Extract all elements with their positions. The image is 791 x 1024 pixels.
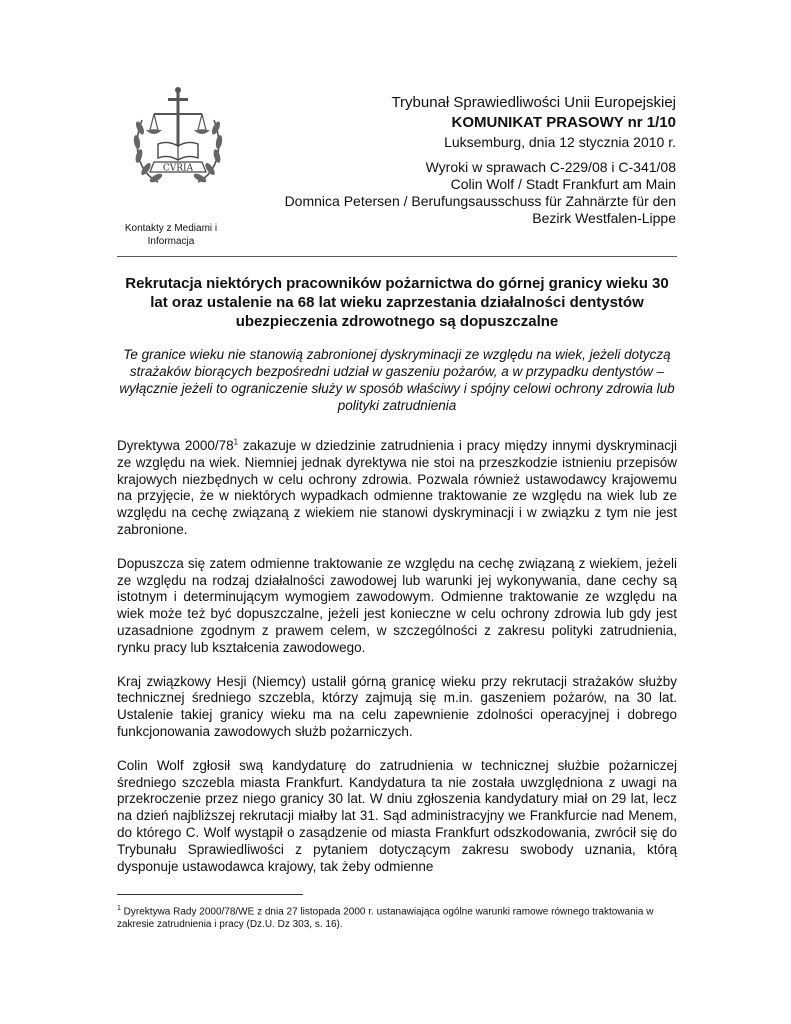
release-date: Luksemburg, dnia 12 stycznia 2010 r. [444,134,676,150]
contact-line-2: Informacja [147,236,195,247]
footnote [117,902,677,931]
subheadline: Te granice wieku nie stanowią zabronionej dyskryminacji ze względu na wiek, jeżeli dotyczą strażaków biorących bezpośredni udział w gaszeniu pożarów, a w przypadku dentystów – wyłącznie jeżeli to ograniczenie służy w sposób właściwy i spójny celowi ochrony zdrowia lub polityki zatrudnienia [119,347,675,413]
paragraph [117,438,677,539]
court-emblem-logo [128,84,228,196]
case-line: Colin Wolf / Stadt Frankfurt am Main [450,176,676,192]
header-divider [117,256,677,257]
paragraph: Kraj związkowy Hesji (Niemcy) ustalił górną granicę wieku przy rekrutacji strażaków służby technicznej średniego szczebla, którzy zajmują się m.in. gaszeniem pożarów, na 30 lat. Ustalenie takiej granicy wieku ma na celu zapewnienie zdolności operacyjnej i dobrego funkcjonowania zawodowych służb pożarniczych. [117,673,677,739]
case-line: Bezirk Westfalen-Lippe [532,210,676,226]
footnote-ref[interactable]: 1 [233,437,239,447]
case-references [240,159,676,227]
footnote-number: 1 [117,905,121,912]
paragraph: Colin Wolf zgłosił swą kandydaturę do zatrudnienia w technicznej służbie pożarniczej średniego szczebla miasta Frankfurt. Kandydatura ta nie została uwzględniona z uwagi na przekroczenie przez niego granicy 30 lat. W dniu zgłoszenia kandydatury miał on 29 lat, lecz na dzień najbliższej rekrutacji miałby lat 31. Sąd administracyjny we Frankfurcie nad Menem, do którego C. Wolf wystąpił o zasądzenie od miasta Frankfurt odszkodowania, zwrócił się do Trybunału Sprawiedliwości z pytaniem dotyczącym zakresu swobody uznania, którą dysponuje ustawodawca krajowy, tak żeby odmienne [117,757,677,874]
headline: Rekrutacja niektórych pracowników pożarnictwa do górnej granicy wieku 30 lat oraz ustalenie na 68 lat wieku zaprzestania działalności dentystów ubezpieczenia zdrowotnego są dopuszczalne [125,275,669,330]
court-name: Trybunał Sprawiedliwości Unii Europejskiej [391,94,676,111]
cvria-emblem-icon [128,84,228,196]
footnote-text: Dyrektywa Rady 2000/78/WE z dnia 27 listopada 2000 r. ustanawiająca ogólne warunki ramowe równego traktowania w zakresie zatrudnienia i pracy (Dz.U. Dz 303, s. 16). [117,906,654,931]
press-release-number: KOMUNIKAT PRASOWY nr 1/10 [451,114,676,131]
paragraph-start: Dyrektywa 2000/78 [117,438,234,453]
paragraph-rest: zakazuje w dziedzinie zatrudnienia i pracy między innymi dyskryminacji ze względu na wiek. Niemniej jednak dyrektywa nie stoi na przeszkodzie istnieniu przepisów krajowych niezbędnych w celu ochrony zdrowia. Pozwala również ustawodawcy krajowemu na przyjęcie, że w niektórych wypadkach odmienne traktowanie ze względu na wiek lub ze względu na cechę związaną z wiekiem nie stanowi dyskryminacji i w związku z tym nie jest zabronione. [117,438,677,537]
media-contact-label [110,222,232,248]
article-body [117,438,677,892]
contact-line-1: Kontakty z Mediami i [124,223,218,234]
press-release-header [240,94,676,227]
logo-text: CVRIA [162,163,194,174]
case-line: Wyroki w sprawach C-229/08 i C-341/08 [425,159,676,175]
footnote-divider [117,894,303,895]
case-line: Domnica Petersen / Berufungsausschuss für Zahnärzte für den [284,193,676,209]
paragraph: Dopuszcza się zatem odmienne traktowanie ze względu na cechę związaną z wiekiem, jeżeli ze względu na rodzaj działalności zawodowej lub warunki jej wykonywania, dane cechy są istotnym i determinującym wymogiem zawodowym. Odmienne traktowanie ze względu na wiek może też być dopuszczalne, jeżeli jest konieczne w celu ochrony zdrowia lub gdy jest uzasadnione zgodnym z prawem celem, w szczególności z zakresu polityki zatrudnienia, rynku pracy lub kształcenia zawodowego. [117,555,677,655]
